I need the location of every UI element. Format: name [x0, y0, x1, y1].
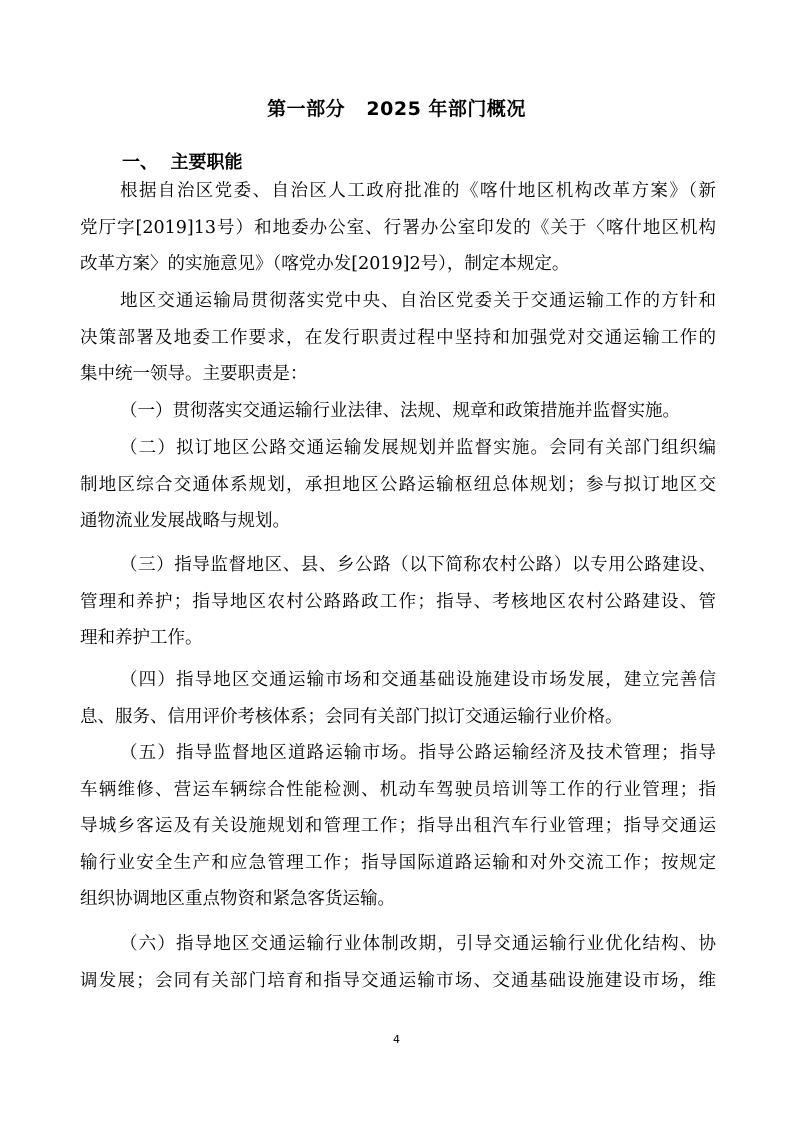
paragraph-line: 组织协调地区重点物资和紧急客货运输。 [80, 889, 395, 909]
page-title: 第一部分 2025 年部门概况 [267, 98, 526, 120]
paragraph [80, 393, 716, 430]
paragraph-line: 通物流业发展战略与规划。 [80, 511, 290, 531]
paragraph-line: 理和养护工作。 [80, 628, 203, 648]
paragraph-line: 调发展；会同有关部门培育和指导交通运输市场、交通基础设施建设市场，维 [80, 970, 716, 991]
paragraph [80, 547, 716, 657]
paragraph-line: （二）拟订地区公路交通运输发展规划并监督实施。会同有关部门组织编 [120, 438, 716, 458]
paragraph-line: 输行业安全生产和应急管理工作；指导国际道路运输和对外交流工作；按规定 [80, 852, 716, 873]
paragraph-line: 管理和养护；指导地区农村公路路政工作；指导、考核地区农村公路建设、管 [80, 591, 716, 612]
section-heading: 一、 主要职能 [122, 152, 243, 173]
paragraph-line: （一）贯彻落实交通运输行业法律、法规、规章和政策措施并监督实施。 [120, 401, 680, 421]
paragraph-line: 党厅字[2019]13号）和地委办公室、行署办公室印发的《关于〈喀什地区机构 [80, 217, 716, 238]
paragraph-line: 制地区综合交通体系规划，承担地区公路运输枢纽总体规划；参与拟订地区交 [80, 474, 716, 495]
paragraph-line: （三）指导监督地区、县、乡公路（以下简称农村公路）以专用公路建设、 [120, 555, 716, 575]
paragraph-line: 改革方案〉的实施意见》（喀党办发[2019]2号），制定本规定。 [80, 254, 570, 274]
paragraph [80, 926, 716, 999]
paragraph-line: 导城乡客运及有关设施规划和管理工作；指导出租汽车行业管理；指导交通运 [80, 816, 716, 836]
paragraph-line: （六）指导地区交通运输行业体制改期，引导交通运输行业优化结构、协 [120, 934, 716, 954]
paragraph-line: （五）指导监督地区道路运输市场。指导公路运输经济及技术管理；指导 [120, 743, 716, 763]
paragraph [80, 430, 716, 540]
paragraph-line: 决策部署及地委工作要求，在发行职责过程中坚持和加强党对交通运输工作的 [80, 327, 716, 348]
paragraph [80, 735, 716, 918]
paragraph-line: 车辆维修、营运车辆综合性能检测、机动车驾驶员培训等工作的行业管理；指 [80, 779, 716, 800]
paragraph-line: （四）指导地区交通运输市场和交通基础设施建设市场发展，建立完善信 [120, 670, 716, 690]
paragraph-line: 集中统一领导。主要职责是： [80, 364, 308, 384]
paragraph-line: 息、服务、信用评价考核体系；会同有关部门拟订交通运输行业价格。 [80, 706, 623, 727]
paragraph-line: 根据自治区党委、自治区人工政府批准的《喀什地区机构改革方案》（新 [120, 181, 716, 201]
paragraph [80, 662, 716, 735]
paragraph-line: 地区交通运输局贯彻落实党中央、自治区党委关于交通运输工作的方针和 [120, 291, 716, 311]
paragraph [80, 173, 716, 283]
page-number: 4 [393, 1033, 400, 1046]
paragraph [80, 283, 716, 393]
